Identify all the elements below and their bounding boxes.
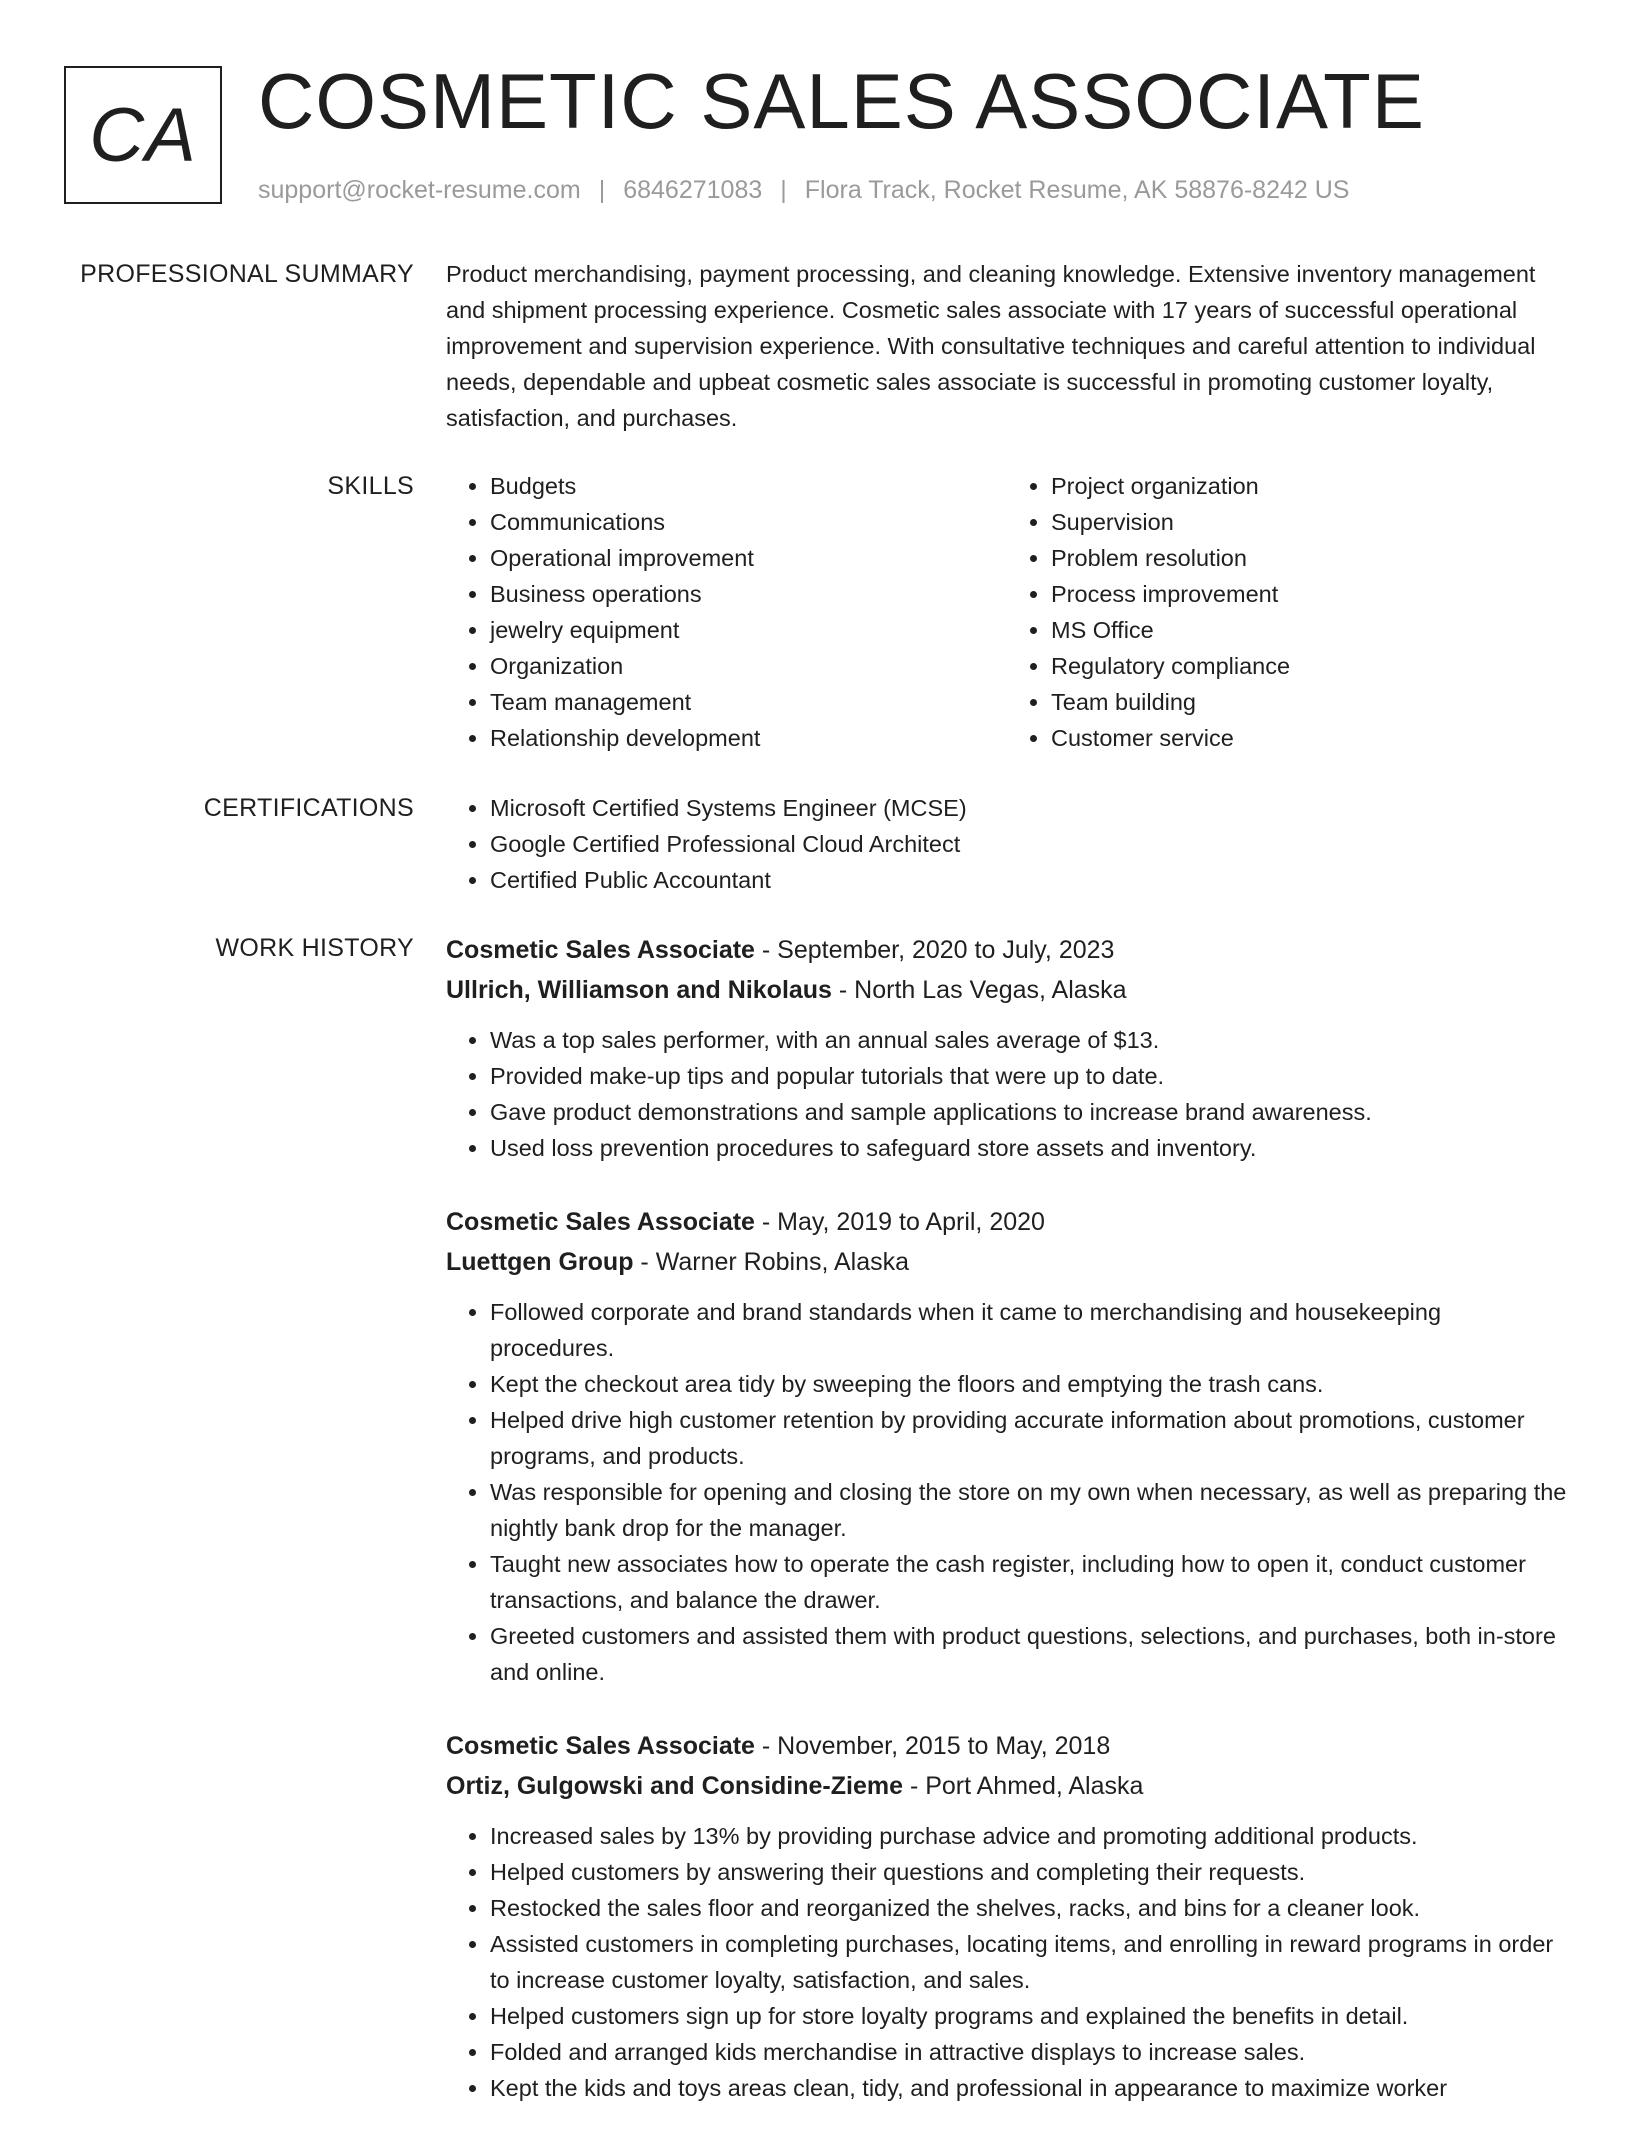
- job-title: Cosmetic Sales Associate: [446, 936, 755, 964]
- certifications-label: CERTIFICATIONS: [203, 794, 414, 822]
- job-location: - Warner Robins, Alaska: [633, 1248, 910, 1276]
- job-company: Ullrich, Williamson and Nikolaus: [446, 976, 832, 1004]
- skill-item: • Team building: [1051, 684, 1568, 720]
- work-history-body: [446, 930, 1568, 2142]
- job-bullet: • Helped drive high customer retention by providing accurate information about promotions, customer programs, and products.: [490, 1402, 1568, 1474]
- skill-item: • Problem resolution: [1051, 540, 1568, 576]
- job-company-line: [446, 970, 1568, 1010]
- summary-text: Product merchandising, payment processing, and cleaning knowledge. Extensive inventory management and shipment processing experience. Cosmetic sales associate with 17 years of successful operational improvement and supervision experience. With consultative techniques and careful attention to individual needs, dependable and upbeat cosmetic sales associate is successful in promoting customer loyalty, satisfaction, and purchases.: [446, 261, 1536, 431]
- resume-title: COSMETIC SALES ASSOCIATE: [258, 57, 1425, 145]
- job-company: Luettgen Group: [446, 1248, 634, 1276]
- work-history-label: WORK HISTORY: [215, 934, 414, 962]
- skills-label: SKILLS: [327, 472, 414, 500]
- job-title: Cosmetic Sales Associate: [446, 1208, 755, 1236]
- skill-item: • Project organization: [1051, 468, 1568, 504]
- skill-item: • Customer service: [1051, 720, 1568, 756]
- skill-item: • Communications: [490, 504, 1007, 540]
- job-dates: - September, 2020 to July, 2023: [754, 936, 1115, 964]
- skill-item: • Relationship development: [490, 720, 1007, 756]
- job-bullet: • Helped customers by answering their questions and completing their requests.: [490, 1854, 1568, 1890]
- skills-columns: [446, 468, 1568, 756]
- job-bullet: • Provided make-up tips and popular tutorials that were up to date.: [490, 1058, 1568, 1094]
- skill-item: • Business operations: [490, 576, 1007, 612]
- certifications-body: [446, 790, 1568, 898]
- monogram-logo: CA: [64, 66, 222, 204]
- skill-item: • Regulatory compliance: [1051, 648, 1568, 684]
- job-title-line: [446, 930, 1568, 970]
- job-location: - Port Ahmed, Alaska: [903, 1772, 1144, 1800]
- job-bullet: • Kept the kids and toys areas clean, tidy, and professional in appearance to maximize worker: [490, 2070, 1568, 2106]
- contact-email[interactable]: support@rocket-resume.com: [258, 176, 581, 204]
- job-bullet: • Followed corporate and brand standards when it came to merchandising and housekeeping procedures.: [490, 1294, 1568, 1366]
- skill-item: • Organization: [490, 648, 1007, 684]
- job-entry: [446, 1726, 1568, 2106]
- job-bullet: • Taught new associates how to operate the cash register, including how to open it, conduct customer transactions, and balance the drawer.: [490, 1546, 1568, 1618]
- contact-address: Flora Track, Rocket Resume, AK 58876-8242 US: [804, 176, 1350, 204]
- job-bullet: • Kept the checkout area tidy by sweeping the floors and emptying the trash cans.: [490, 1366, 1568, 1402]
- job-bullets: [446, 1022, 1568, 1166]
- contact-line: [258, 174, 1349, 206]
- job-title-line: [446, 1726, 1568, 1766]
- certification-item: • Google Certified Professional Cloud Architect: [490, 826, 1568, 862]
- job-bullet: • Helped customers sign up for store loyalty programs and explained the benefits in detail.: [490, 1998, 1568, 2034]
- job-bullet: • Gave product demonstrations and sample applications to increase brand awareness.: [490, 1094, 1568, 1130]
- job-bullet: • Assisted customers in completing purchases, locating items, and enrolling in reward programs in order to increase customer loyalty, satisfaction, and sales.: [490, 1926, 1568, 1998]
- job-bullet: • Was responsible for opening and closing the store on my own when necessary, as well as preparing the nightly bank drop for the manager.: [490, 1474, 1568, 1546]
- skills-list-left: [446, 468, 1007, 756]
- contact-separator: |: [780, 176, 787, 204]
- job-entry: [446, 930, 1568, 1166]
- certification-item: • Certified Public Accountant: [490, 862, 1568, 898]
- skill-item: • jewelry equipment: [490, 612, 1007, 648]
- summary-body: [446, 256, 1568, 436]
- skill-item: • Budgets: [490, 468, 1007, 504]
- job-bullet: • Folded and arranged kids merchandise in attractive displays to increase sales.: [490, 2034, 1568, 2070]
- certifications-list: [446, 790, 1568, 898]
- job-bullet: • Greeted customers and assisted them with product questions, selections, and purchases, both in-store and online.: [490, 1618, 1568, 1690]
- summary-label: PROFESSIONAL SUMMARY: [80, 260, 414, 288]
- job-bullets: [446, 1818, 1568, 2106]
- skill-item: • Process improvement: [1051, 576, 1568, 612]
- job-bullet: • Used loss prevention procedures to safeguard store assets and inventory.: [490, 1130, 1568, 1166]
- job-dates: - November, 2015 to May, 2018: [754, 1732, 1111, 1760]
- job-bullet: • Was a top sales performer, with an annual sales average of $13.: [490, 1022, 1568, 1058]
- job-dates: - May, 2019 to April, 2020: [754, 1208, 1045, 1236]
- skill-item: • Supervision: [1051, 504, 1568, 540]
- job-company-line: [446, 1766, 1568, 1806]
- job-location: - North Las Vegas, Alaska: [831, 976, 1127, 1004]
- skill-item: • Team management: [490, 684, 1007, 720]
- contact-separator: |: [598, 176, 606, 204]
- contact-phone[interactable]: 6846271083: [623, 176, 763, 204]
- skill-item: • Operational improvement: [490, 540, 1007, 576]
- job-bullet: • Increased sales by 13% by providing purchase advice and promoting additional products.: [490, 1818, 1568, 1854]
- job-company: Ortiz, Gulgowski and Considine-Zieme: [446, 1772, 903, 1800]
- skills-list-right: [1007, 468, 1568, 756]
- job-bullet: • Restocked the sales floor and reorganized the shelves, racks, and bins for a cleaner look.: [490, 1890, 1568, 1926]
- job-entry: [446, 1202, 1568, 1690]
- job-bullets: [446, 1294, 1568, 1690]
- certification-item: • Microsoft Certified Systems Engineer (MCSE): [490, 790, 1568, 826]
- job-company-line: [446, 1242, 1568, 1282]
- job-title: Cosmetic Sales Associate: [446, 1732, 755, 1760]
- skill-item: • MS Office: [1051, 612, 1568, 648]
- job-title-line: [446, 1202, 1568, 1242]
